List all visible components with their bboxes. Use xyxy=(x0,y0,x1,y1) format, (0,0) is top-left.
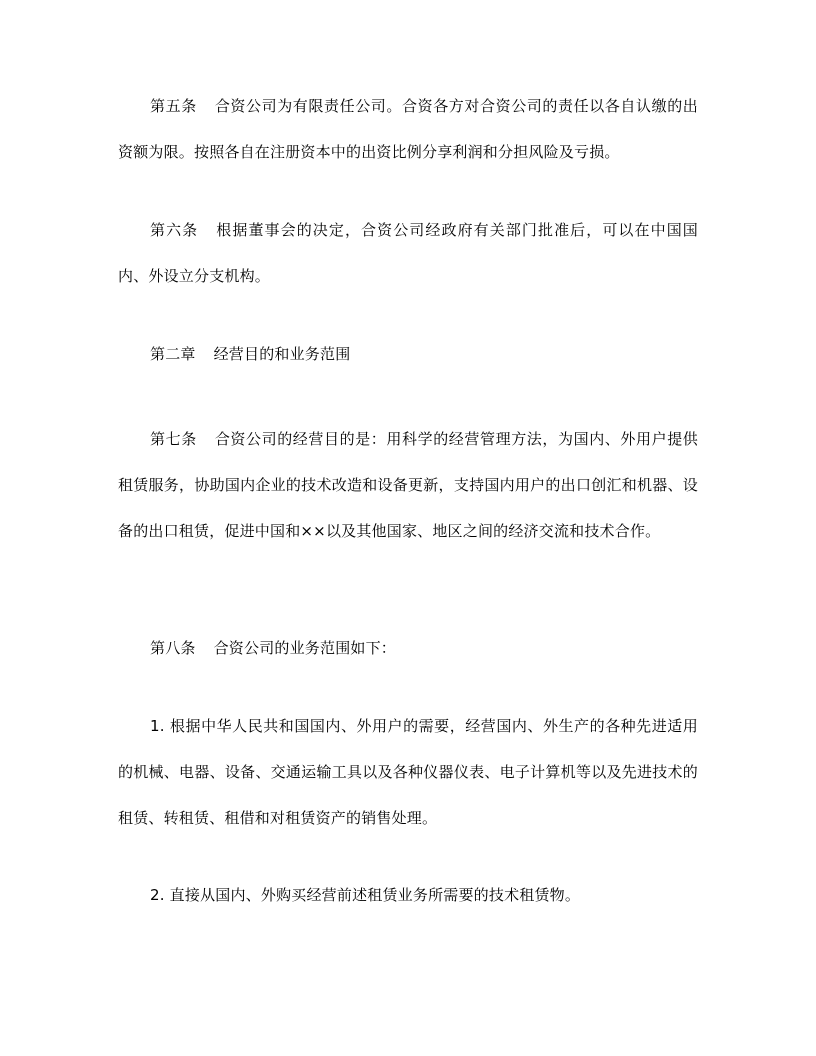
business-scope-item-1 xyxy=(118,703,698,841)
article-6-text: 根据董事会的决定，合资公司经政府有关部门批准后，可以在中国国内、外设立分支机构。 xyxy=(118,221,698,285)
article-6-paragraph xyxy=(118,207,698,299)
article-7-text: 合资公司的经营目的是：用科学的经营管理方法，为国内、外用户提供租赁服务，协助国内企业的技术改造和设备更新，支持国内用户的出口创汇和机器、设备的出口租赁，促进中国和××以及其他国家、地区之间的经济交流和技术合作。 xyxy=(118,430,698,540)
chapter-2-label: 第二章 xyxy=(150,345,196,363)
article-5-text: 合资公司为有限责任公司。合资各方对合资公司的责任以各自认缴的出资额为限。按照各自在注册资本中的出资比例分享利润和分担风险及亏损。 xyxy=(118,97,698,161)
article-8-label: 第八条 xyxy=(150,639,196,657)
article-5-label: 第五条 xyxy=(150,97,197,115)
business-scope-item-2 xyxy=(118,872,698,918)
business-scope-item-1-text: 1. 根据中华人民共和国国内、外用户的需要，经营国内、外生产的各种先进适用的机械、电器、设备、交通运输工具以及各种仪器仪表、电子计算机等以及先进技术的租赁、转租赁、租借和对租赁资产的销售处理。 xyxy=(118,717,698,827)
article-8-paragraph xyxy=(118,625,698,671)
article-5-paragraph xyxy=(118,83,698,175)
article-7-paragraph xyxy=(118,416,698,554)
article-7-label: 第七条 xyxy=(150,430,197,448)
chapter-2-heading xyxy=(118,331,698,377)
article-8-text: 合资公司的业务范围如下： xyxy=(213,639,397,657)
article-6-label: 第六条 xyxy=(150,221,199,239)
chapter-2-title: 经营目的和业务范围 xyxy=(213,345,351,363)
business-scope-item-2-text: 2. 直接从国内、外购买经营前述租赁业务所需要的技术租赁物。 xyxy=(150,886,581,904)
